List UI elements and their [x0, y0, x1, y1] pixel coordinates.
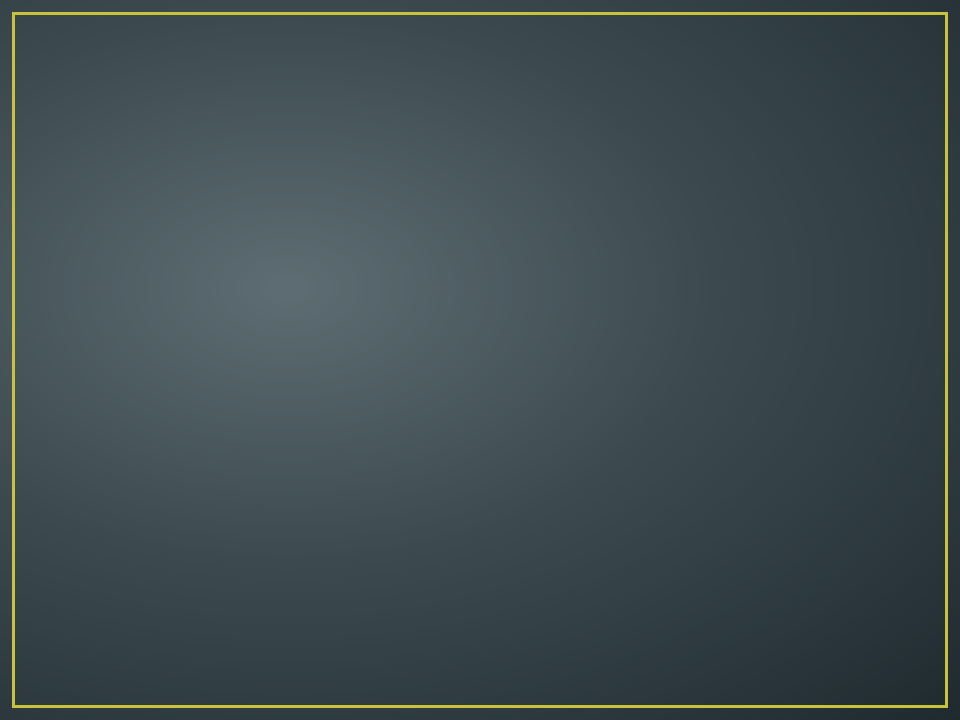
slide-content	[36, 34, 916, 684]
